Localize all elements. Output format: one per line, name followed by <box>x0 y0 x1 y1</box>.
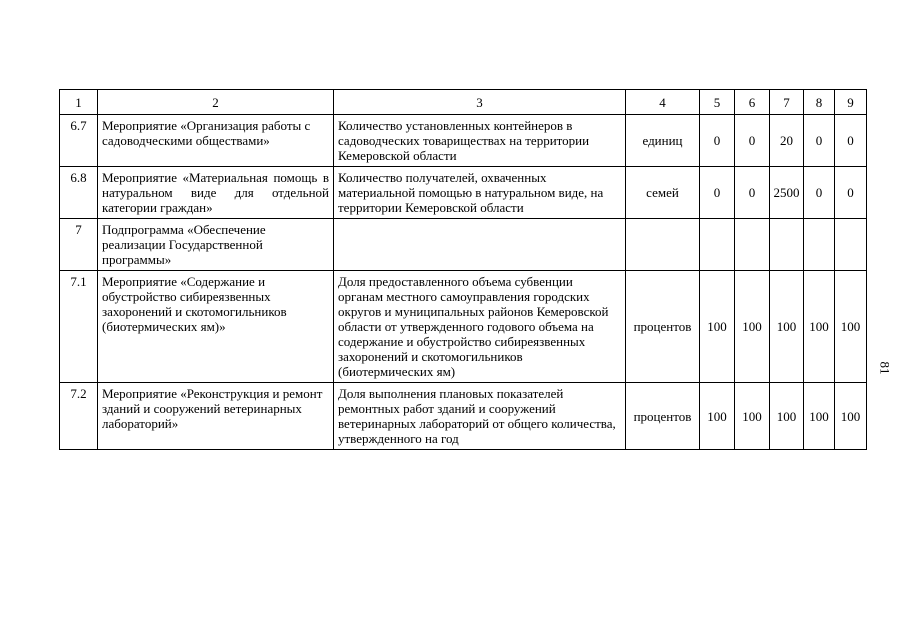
event-name: Мероприятие «Материальная помощь в натуральном виде для отдельной категории граждан» <box>98 167 334 219</box>
value-cell <box>700 219 735 271</box>
value-cell: 100 <box>770 383 804 450</box>
value-cell: 0 <box>735 167 770 219</box>
value-cell: 100 <box>700 383 735 450</box>
row-number: 7 <box>60 219 98 271</box>
unit-cell: семей <box>626 167 700 219</box>
value-cell: 100 <box>700 271 735 383</box>
table-row <box>60 167 867 219</box>
table-row <box>60 115 867 167</box>
indicators-table <box>59 89 867 450</box>
table-row <box>60 383 867 450</box>
indicator-text <box>334 219 626 271</box>
header-cell: 1 <box>60 90 98 115</box>
unit-cell: единиц <box>626 115 700 167</box>
value-cell <box>735 219 770 271</box>
indicator-text: Количество получателей, охваченных материальной помощью в натуральном виде, на территории Кемеровской области <box>334 167 626 219</box>
value-cell: 100 <box>735 383 770 450</box>
value-cell: 0 <box>804 167 835 219</box>
row-number: 6.7 <box>60 115 98 167</box>
value-cell: 0 <box>804 115 835 167</box>
event-name: Мероприятие «Организация работы с садоводческими обществами» <box>98 115 334 167</box>
value-cell <box>770 219 804 271</box>
value-cell <box>804 219 835 271</box>
header-cell: 7 <box>770 90 804 115</box>
row-number: 7.1 <box>60 271 98 383</box>
value-cell: 0 <box>700 115 735 167</box>
header-cell: 2 <box>98 90 334 115</box>
indicator-text: Доля предоставленного объема субвенции органам местного самоуправления городских округов и муниципальных районов Кемеровской области от утвержденного годового объема на содержание и обустройство сибиреязвенных захоронений и скотомогильников (биотермических ям) <box>334 271 626 383</box>
value-cell: 100 <box>770 271 804 383</box>
value-cell <box>835 219 867 271</box>
unit-cell <box>626 219 700 271</box>
header-cell: 3 <box>334 90 626 115</box>
unit-cell: процентов <box>626 383 700 450</box>
header-cell: 8 <box>804 90 835 115</box>
event-name: Мероприятие «Содержание и обустройство сибиреязвенных захоронений и скотомогильников (биотермических ям)» <box>98 271 334 383</box>
unit-cell: процентов <box>626 271 700 383</box>
value-cell: 100 <box>804 271 835 383</box>
value-cell: 0 <box>700 167 735 219</box>
row-number: 7.2 <box>60 383 98 450</box>
value-cell: 2500 <box>770 167 804 219</box>
value-cell: 0 <box>835 167 867 219</box>
header-cell: 4 <box>626 90 700 115</box>
value-cell: 100 <box>804 383 835 450</box>
value-cell: 20 <box>770 115 804 167</box>
subprogram-name: Подпрограмма «Обеспечение реализации Государственной программы» <box>98 219 334 271</box>
value-cell: 0 <box>835 115 867 167</box>
value-cell: 100 <box>835 383 867 450</box>
value-cell: 0 <box>735 115 770 167</box>
row-number: 6.8 <box>60 167 98 219</box>
value-cell: 100 <box>835 271 867 383</box>
indicator-text: Количество установленных контейнеров в садоводческих товариществах на территории Кемеровской области <box>334 115 626 167</box>
indicator-text: Доля выполнения плановых показателей ремонтных работ зданий и сооружений ветеринарных лабораторий от общего количества, утвержденного на год <box>334 383 626 450</box>
header-cell: 9 <box>835 90 867 115</box>
header-cell: 6 <box>735 90 770 115</box>
table-row <box>60 219 867 271</box>
header-cell: 5 <box>700 90 735 115</box>
value-cell: 100 <box>735 271 770 383</box>
header-row <box>60 90 867 115</box>
page-number: 81 <box>877 361 893 375</box>
table-row <box>60 271 867 383</box>
event-name: Мероприятие «Реконструкция и ремонт зданий и сооружений ветеринарных лабораторий» <box>98 383 334 450</box>
